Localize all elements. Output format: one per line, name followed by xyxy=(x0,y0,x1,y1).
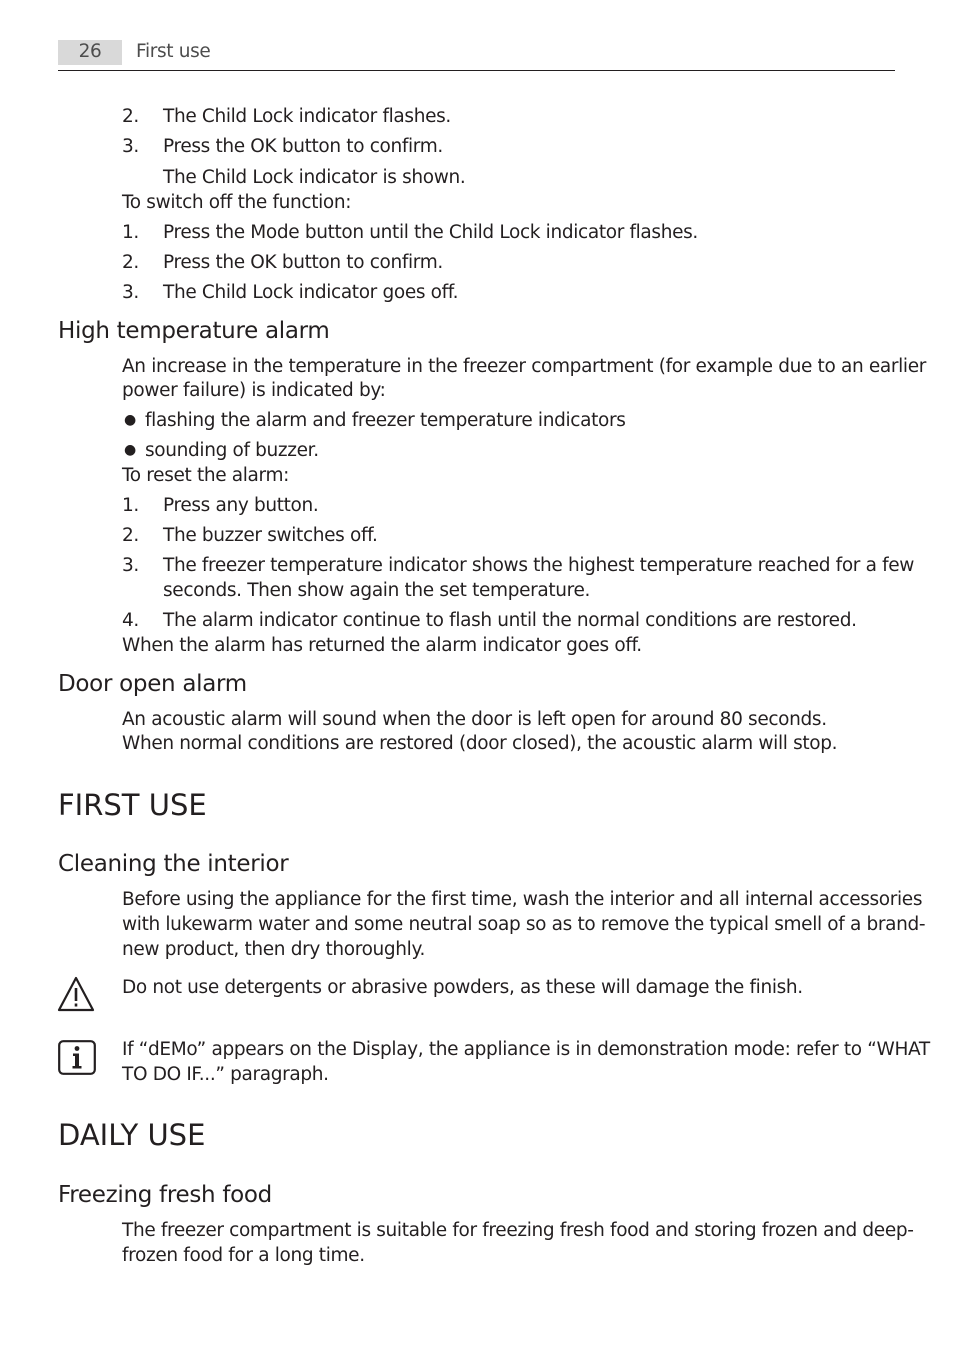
step-number: 3. xyxy=(122,282,139,303)
high-temp-intro-line: An increase in the temperature in the freezer compartment (for example due to an earlier xyxy=(122,356,926,377)
cleaning-heading: Cleaning the interior xyxy=(58,851,289,877)
step-text: The Child Lock indicator flashes. xyxy=(163,106,451,127)
header-rule xyxy=(58,70,895,71)
step-text: The Child Lock indicator goes off. xyxy=(163,282,459,303)
door-alarm-text: An acoustic alarm will sound when the door is left open for around 80 seconds. xyxy=(122,709,827,730)
switch-off-intro: To switch off the function: xyxy=(122,192,352,213)
step-number: 1. xyxy=(122,222,139,243)
bullet-text: sounding of buzzer. xyxy=(145,440,319,461)
page-number: 26 xyxy=(78,41,102,62)
step-number: 1. xyxy=(122,495,139,516)
step-text: The buzzer switches off. xyxy=(163,525,378,546)
info-icon xyxy=(58,1040,96,1075)
cleaning-text: with lukewarm water and some neutral soap so as to remove the typical smell of a brand- xyxy=(122,914,926,935)
bullet-dot: ● xyxy=(124,442,137,458)
step-text: Press the Mode button until the Child Lock indicator flashes. xyxy=(163,222,698,243)
door-alarm-heading: Door open alarm xyxy=(58,671,247,697)
daily-use-title: DAILY USE xyxy=(58,1118,206,1152)
bullet-dot: ● xyxy=(124,412,137,428)
cleaning-text: Before using the appliance for the first time, wash the interior and all internal accessories xyxy=(122,889,923,910)
step-number: 3. xyxy=(122,555,139,576)
freezing-text: The freezer compartment is suitable for freezing fresh food and storing frozen and deep- xyxy=(122,1220,914,1241)
step-text: Press the OK button to confirm. xyxy=(163,252,443,273)
freezing-heading: Freezing fresh food xyxy=(58,1182,272,1208)
bullet-text: flashing the alarm and freezer temperature indicators xyxy=(145,410,626,431)
door-alarm-text: When normal conditions are restored (door closed), the acoustic alarm will stop. xyxy=(122,733,838,754)
step-number: 4. xyxy=(122,610,139,631)
warning-text: Do not use detergents or abrasive powders, as these will damage the finish. xyxy=(122,977,803,998)
warning-icon xyxy=(56,975,96,1013)
step-text: Press the OK button to confirm. xyxy=(163,136,443,157)
step-number: 2. xyxy=(122,525,139,546)
high-temp-closing: When the alarm has returned the alarm indicator goes off. xyxy=(122,635,642,656)
step-result: The Child Lock indicator is shown. xyxy=(163,167,466,188)
high-temp-heading: High temperature alarm xyxy=(58,318,330,344)
step-number: 3. xyxy=(122,136,139,157)
header-section-title: First use xyxy=(136,41,211,62)
info-text: TO DO IF...” paragraph. xyxy=(122,1064,329,1085)
step-text: The alarm indicator continue to flash until the normal conditions are restored. xyxy=(163,610,857,631)
info-text: If “dEMo” appears on the Display, the appliance is in demonstration mode: refer to “WHAT xyxy=(122,1039,930,1060)
step-text: The freezer temperature indicator shows the highest temperature reached for a few xyxy=(163,555,915,576)
first-use-title: FIRST USE xyxy=(58,788,207,822)
reset-intro: To reset the alarm: xyxy=(122,465,290,486)
step-text-continued: seconds. Then show again the set temperature. xyxy=(163,580,591,601)
cleaning-text: new product, then dry thoroughly. xyxy=(122,939,425,960)
high-temp-intro-line: power failure) is indicated by: xyxy=(122,380,386,401)
step-number: 2. xyxy=(122,106,139,127)
step-text: Press any button. xyxy=(163,495,319,516)
step-number: 2. xyxy=(122,252,139,273)
freezing-text: frozen food for a long time. xyxy=(122,1245,365,1266)
